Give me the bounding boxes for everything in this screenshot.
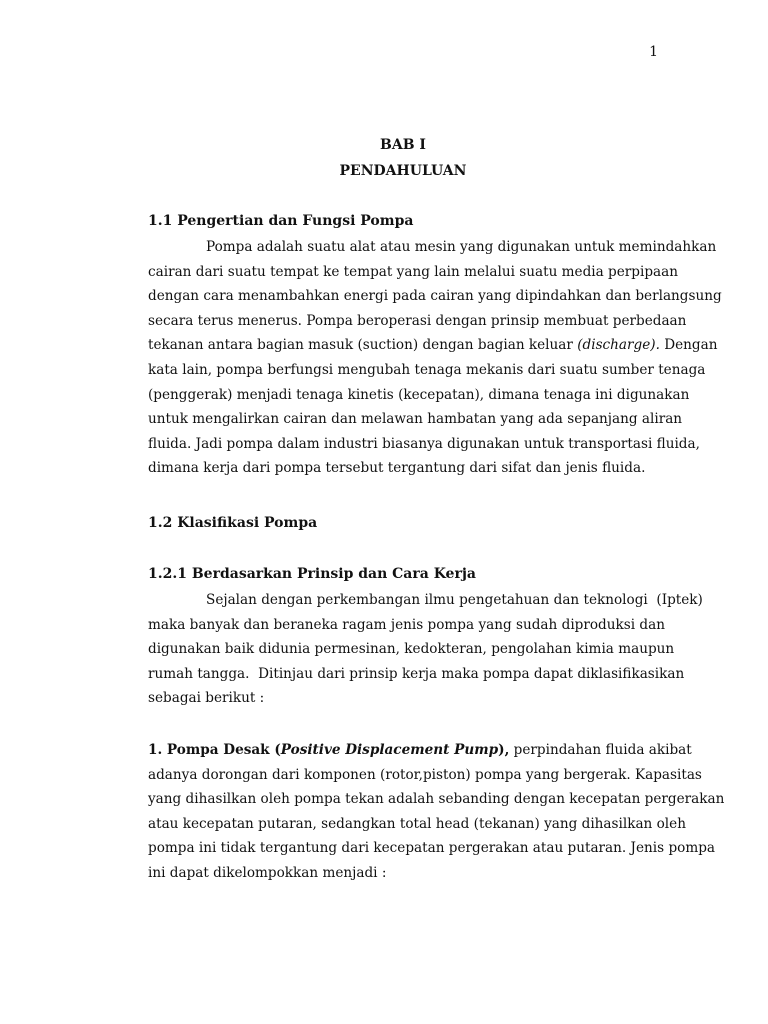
chapter-title: PENDAHULUAN xyxy=(339,163,467,179)
paragraph-line: tekanan antara bagian masuk (suction) dengan bagian keluar (discharge). Dengan xyxy=(148,337,718,354)
paragraph-line: Pompa adalah suatu alat atau mesin yang digunakan untuk memindahkan xyxy=(206,239,717,255)
paragraph-line: maka banyak dan beraneka ragam jenis pompa yang sudah diproduksi dan xyxy=(148,616,665,633)
paragraph-line: dimana kerja dari pompa tersebut tergantung dari sifat dan jenis fluida. xyxy=(148,460,646,477)
paragraph-line: fluida. Jadi pompa dalam industri biasanya digunakan untuk transportasi fluida, xyxy=(148,435,700,452)
page-number: 1 xyxy=(649,44,658,60)
paragraph-pompa-desak xyxy=(148,738,725,886)
section-heading-1-2-1: 1.2.1 Berdasarkan Prinsip dan Cara Kerja xyxy=(148,566,476,582)
paragraph-line: digunakan baik didunia permesinan, kedokteran, pengolahan kimia maupun xyxy=(148,641,675,658)
chapter-number: BAB I xyxy=(380,137,426,153)
paragraph-line: sebagai berikut : xyxy=(148,690,265,707)
paragraph-line: dengan cara menambahkan energi pada cairan yang dipindahkan dan berlangsung xyxy=(148,288,722,305)
paragraph-line: (penggerak) menjadi tenaga kinetis (kecepatan), dimana tenaga ini digunakan xyxy=(148,386,690,403)
paragraph-line: untuk mengalirkan cairan dan melawan hambatan yang ada sepanjang aliran xyxy=(148,411,683,428)
paragraph-line: secara terus menerus. Pompa beroperasi dengan prinsip membuat perbedaan xyxy=(148,312,687,329)
paragraph-line: kata lain, pompa berfungsi mengubah tenaga mekanis dari suatu sumber tenaga xyxy=(148,361,706,378)
paragraph-line: pompa ini tidak tergantung dari kecepatan pergerakan atau putaran. Jenis pompa xyxy=(148,840,716,857)
section-heading-1-1: 1.1 Pengertian dan Fungsi Pompa xyxy=(148,213,414,229)
section-heading-1-2: 1.2 Klasifikasi Pompa xyxy=(148,515,318,531)
pump-type-term: Positive Displacement Pump xyxy=(280,742,499,758)
pompa-desak-first-line: 1. Pompa Desak (Positive Displacement Pump), perpindahan fluida akibat xyxy=(148,742,692,758)
discharge-term: (discharge). xyxy=(577,337,660,354)
paragraph-line: yang dihasilkan oleh pompa tekan adalah sebanding dengan kecepatan pergerakan xyxy=(148,791,725,808)
paragraph-prinsip-kerja xyxy=(148,588,703,711)
paragraph-line: ini dapat dikelompokkan menjadi : xyxy=(148,864,387,881)
paragraph-line: atau kecepatan putaran, sedangkan total head (tekanan) yang dihasilkan oleh xyxy=(148,815,686,832)
paragraph-line: Sejalan dengan perkembangan ilmu pengetahuan dan teknologi (Iptek) xyxy=(206,592,703,608)
paragraph-pengertian xyxy=(148,235,722,481)
paragraph-line: adanya dorongan dari komponen (rotor,piston) pompa yang bergerak. Kapasitas xyxy=(148,766,702,783)
paragraph-line: cairan dari suatu tempat ke tempat yang lain melalui suatu media perpipaan xyxy=(148,263,679,280)
paragraph-line: rumah tangga. Ditinjau dari prinsip kerja maka pompa dapat diklasifikasikan xyxy=(148,665,685,682)
